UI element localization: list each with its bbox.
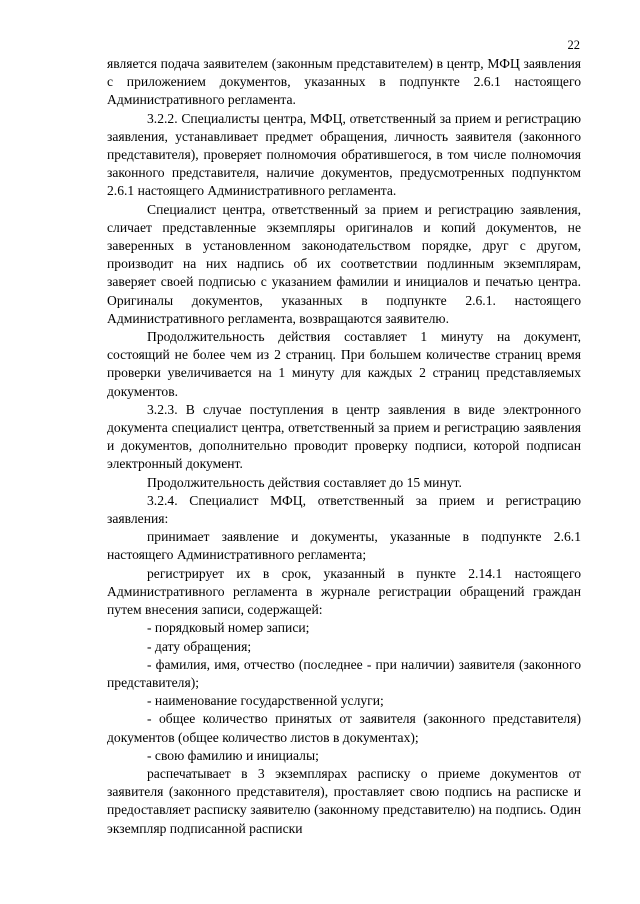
paragraph-3-2-2: 3.2.2. Специалисты центра, МФЦ, ответственный за прием и регистрацию заявления, устанавливает предмет обращения, личность заявителя (законного представителя), проверяет полномочия обратившегося, в том числе полномочия законного представителя, наличие документов, предусмотренных подпунктом 2.6.1 настоящего Административного регламента. <box>107 110 581 199</box>
list-item-documents-count: - общее количество принятых от заявителя (законного представителя) документов (общее количество листов в документах); <box>107 711 581 745</box>
paragraph-accepts-application: принимает заявление и документы, указанные в подпункте 2.6.1 настоящего Административного регламента; <box>107 529 581 563</box>
paragraph-prints-receipt: распечатывает в 3 экземплярах расписку о приеме документов от заявителя (законного представителя), проставляет свою подпись на расписке и предоставляет расписку заявителю (законному представителю) на подпись. Один экземпляр подписанной расписки <box>107 765 581 836</box>
paragraph-specialist-verification: Специалист центра, ответственный за прием и регистрацию заявления, сличает представленные экземпляры оригиналов и копий документов, не заверенных в установленном законодательством порядке, друг с другом, производит на них надпись об их соответствии подлинным экземплярам, заверяет своей подписью с указанием фамилии и инициалов и печатью центра. Оригиналы документов, указанных в подпункте 2.6.1. настоящего Административного регламента, возвращаются заявителю. <box>107 201 581 326</box>
paragraph-registers: регистрирует их в срок, указанный в пункте 2.14.1 настоящего Административного регламента в журнале регистрации обращений граждан путем внесения записи, содержащей: <box>107 565 581 618</box>
list-item-date: - дату обращения; <box>147 638 252 654</box>
paragraph-duration-15-min: Продолжительность действия составляет до 15 минут. <box>147 474 462 490</box>
list-item-record-number: - порядковый номер записи; <box>147 620 310 636</box>
paragraph-duration-per-document: Продолжительность действия составляет 1 минуту на документ, состоящий не более чем из 2 страниц. При большем количестве страниц время проверки увеличивается на 1 минуту для каждых 2 страниц представляемых документов. <box>107 329 581 399</box>
list-item-own-name: - свою фамилию и инициалы; <box>147 747 319 763</box>
list-item-full-name: - фамилия, имя, отчество (последнее - при наличии) заявителя (законного представителя); <box>107 656 581 690</box>
document-body <box>107 55 581 838</box>
paragraph-continuation: является подача заявителем (законным представителем) в центр, МФЦ заявления с приложением документов, указанных в подпункте 2.6.1 настоящего Административного регламента. <box>107 56 581 108</box>
paragraph-3-2-3: 3.2.3. В случае поступления в центр заявления в виде электронного документа специалист центра, ответственный за прием и регистрацию заявления и документов, дополнительно проводит проверку подписи, которой подписан электронный документ. <box>107 401 581 472</box>
paragraph-3-2-4: 3.2.4. Специалист МФЦ, ответственный за прием и регистрацию заявления: <box>107 492 581 527</box>
page-number: 22 <box>567 38 580 52</box>
list-item-service-name: - наименование государственной услуги; <box>147 693 384 709</box>
